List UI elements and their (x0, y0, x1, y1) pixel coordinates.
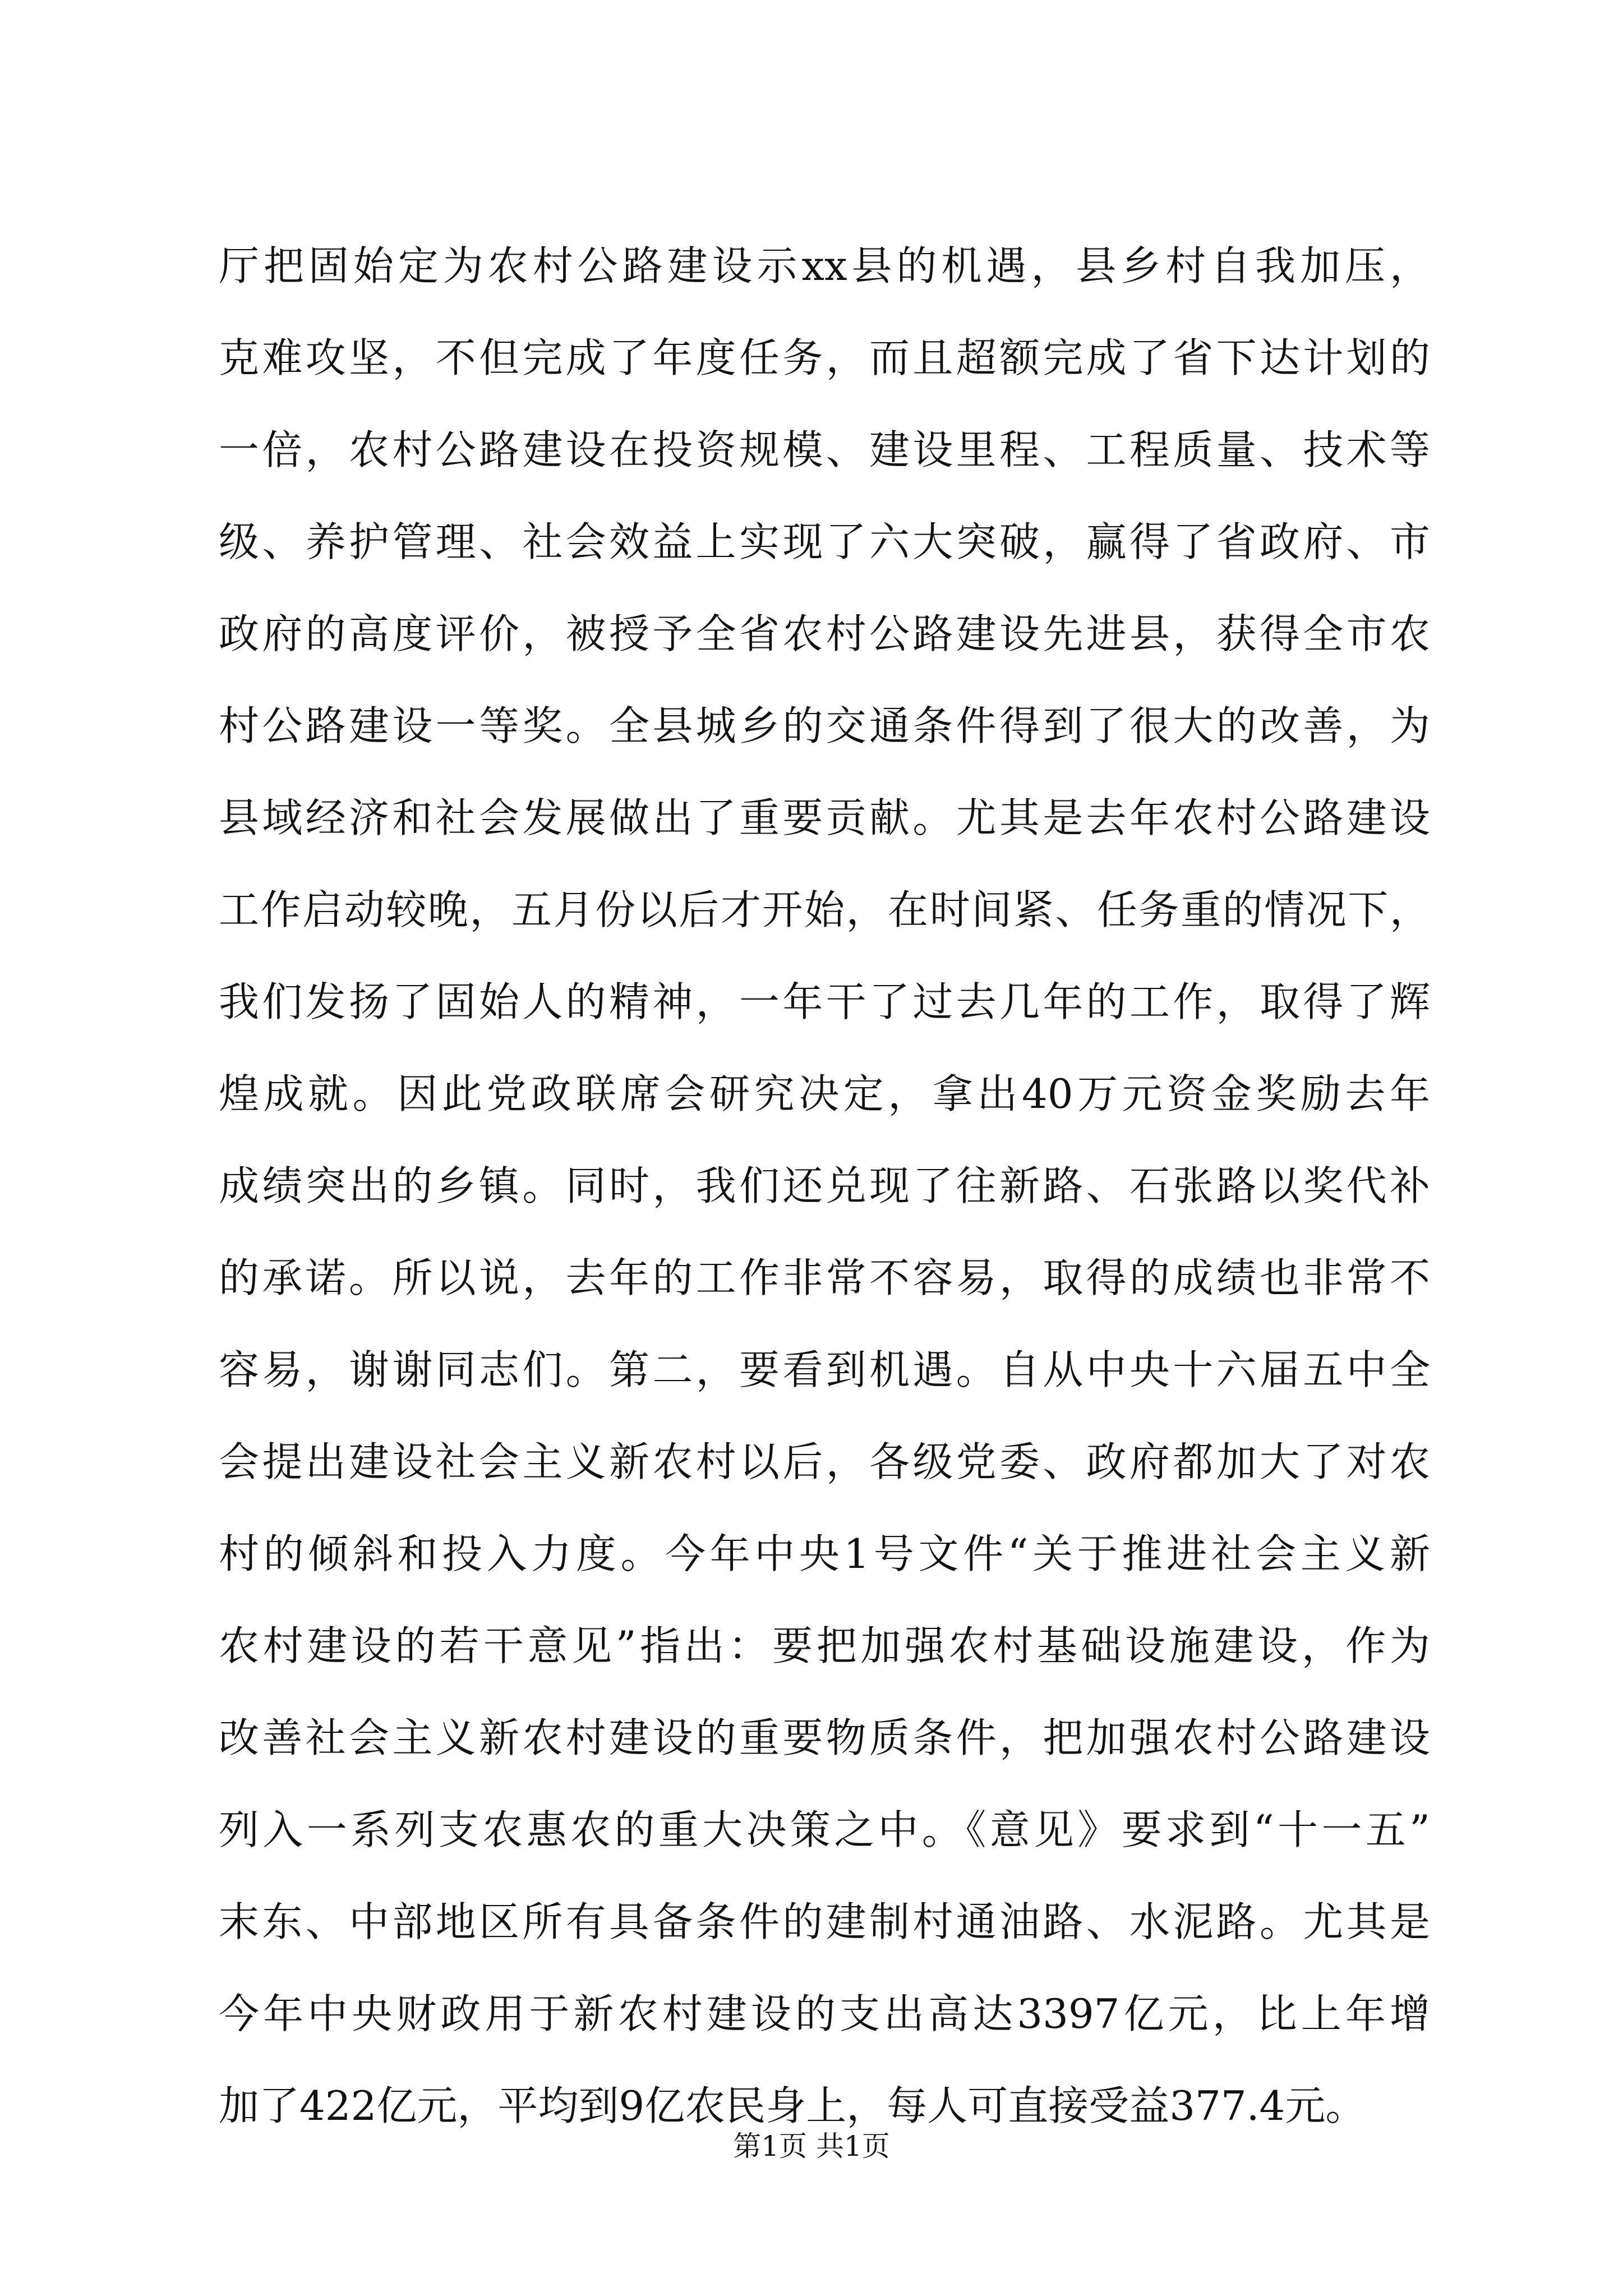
text-line: 克难攻坚，不但完成了年度任务，而且超额完成了省下达计划的 (219, 334, 1430, 381)
text-line: 成绩突出的乡镇。同时，我们还兑现了往新路、石张路以奖代补 (219, 1162, 1430, 1209)
text-line: 村的倾斜和投入力度。今年中央1号文件“关于推进社会主义新 (219, 1530, 1430, 1577)
text-line: 我们发扬了固始人的精神，一年干了过去几年的工作，取得了辉 (219, 978, 1430, 1025)
text-line: 会提出建设社会主义新农村以后，各级党委、政府都加大了对农 (219, 1438, 1430, 1485)
text-line: 加了422亿元，平均到9亿农民身上，每人可直接受益377.4元。 (219, 2082, 1366, 2129)
text-line: 的承诺。所以说，去年的工作非常不容易，取得的成绩也非常不 (219, 1254, 1430, 1301)
text-line: 改善社会主义新农村建设的重要物质条件，把加强农村公路建设 (219, 1714, 1430, 1761)
body-text (219, 220, 1430, 2152)
text-line: 一倍，农村公路建设在投资规模、建设里程、工程质量、技术等 (219, 426, 1430, 473)
text-line: 今年中央财政用于新农村建设的支出高达3397亿元，比上年增 (219, 1990, 1430, 2037)
text-line: 列入一系列支农惠农的重大决策之中。《意见》要求到“十一五” (219, 1806, 1430, 1853)
text-line: 工作启动较晚，五月份以后才开始，在时间紧、任务重的情况下， (219, 886, 1430, 933)
text-line: 村公路建设一等奖。全县城乡的交通条件得到了很大的改善，为 (219, 702, 1430, 749)
text-line: 县域经济和社会发展做出了重要贡献。尤其是去年农村公路建设 (219, 794, 1430, 841)
page-footer: 第1页 共1页 (733, 2130, 890, 2162)
text-line: 末东、中部地区所有具备条件的建制村通油路、水泥路。尤其是 (219, 1898, 1430, 1945)
text-line: 农村建设的若干意见”指出：要把加强农村基础设施建设，作为 (219, 1622, 1430, 1669)
text-line: 级、养护管理、社会效益上实现了六大突破，赢得了省政府、市 (219, 518, 1430, 565)
text-line: 厅把固始定为农村公路建设示xx县的机遇，县乡村自我加压， (219, 242, 1430, 289)
text-line: 容易，谢谢同志们。第二，要看到机遇。自从中央十六届五中全 (219, 1346, 1430, 1393)
text-line: 煌成就。因此党政联席会研究决定，拿出40万元资金奖励去年 (219, 1070, 1430, 1117)
text-line: 政府的高度评价，被授予全省农村公路建设先进县，获得全市农 (219, 610, 1430, 657)
